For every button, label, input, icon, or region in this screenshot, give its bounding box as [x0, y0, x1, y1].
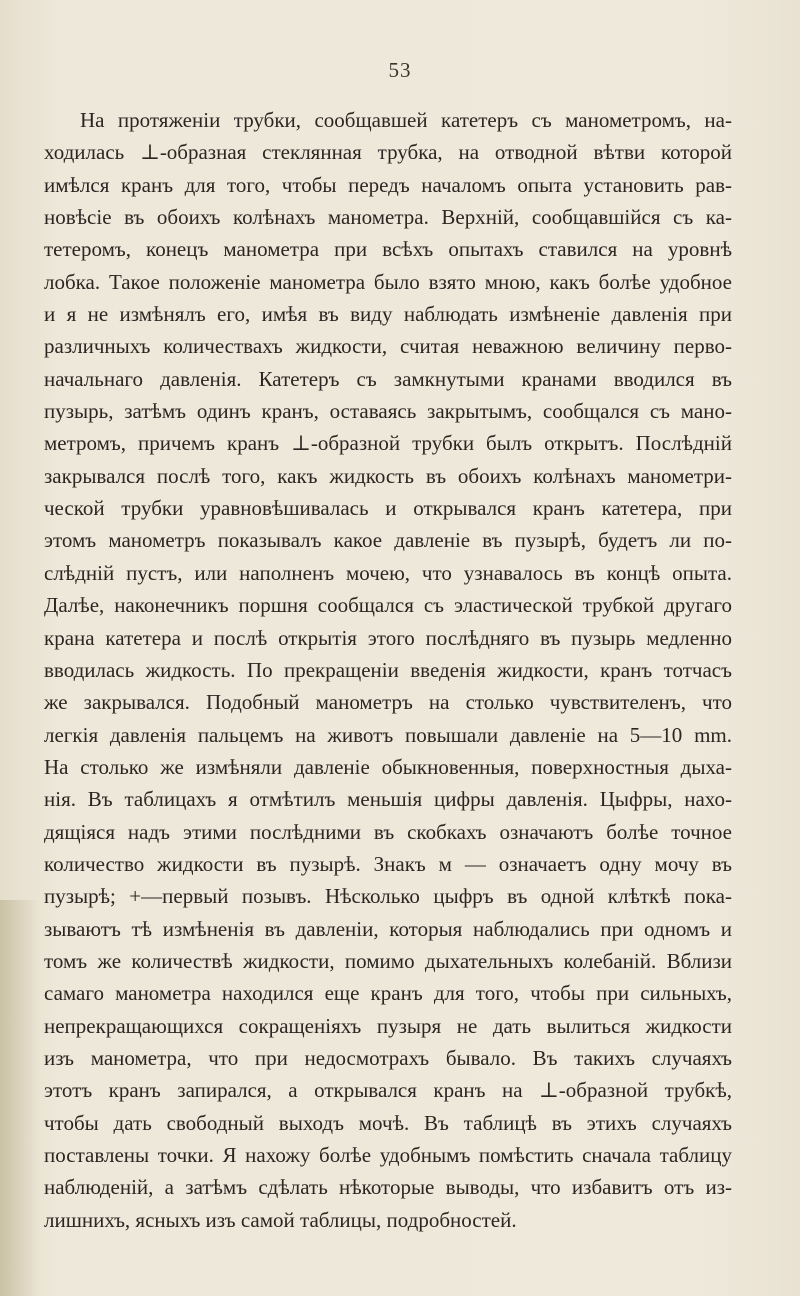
text-line: новѣсіе въ обоихъ колѣнахъ манометра. Верхній, сообщавшійся съ ка- — [44, 205, 732, 230]
text-line: ходилась ⊥-образная стеклянная трубка, на отводной вѣтви которой — [44, 140, 732, 165]
text-line: легкія давленія пальцемъ на животъ повышали давленіе на 5—10 mm. — [44, 722, 732, 747]
text-line: зываютъ тѣ измѣненія въ давленіи, которыя наблюдались при одномъ и — [44, 916, 732, 941]
text-line: непрекращающихся сокращеніяхъ пузыря не дать вылиться жидкости — [44, 1013, 732, 1038]
text-line: лобка. Такое положеніе манометра было взято мною, какъ болѣе удобное — [44, 269, 732, 294]
text-line: пузырѣ; +—первый позывъ. Нѣсколько цыфръ въ одной клѣткѣ пока- — [44, 884, 732, 909]
text-line: количество жидкости въ пузырѣ. Знакъ м — означаетъ одну мочу въ — [44, 851, 732, 876]
text-line: тетеромъ, конецъ манометра при всѣхъ опытахъ ставился на уровнѣ — [44, 237, 732, 262]
text-line: и я не измѣнялъ его, имѣя въ виду наблюдать измѣненіе давленія при — [44, 302, 732, 327]
text-line: На столько же измѣняли давленіе обыкновенныя, поверхностныя дыха- — [44, 754, 732, 779]
text-line: На протяженіи трубки, сообщавшей катетеръ съ манометромъ, на- — [80, 108, 732, 132]
text-line: различныхъ количествахъ жидкости, считая неважною величину перво- — [44, 334, 732, 359]
text-line: изъ манометра, что при недосмотрахъ бывало. Въ такихъ случаяхъ — [44, 1045, 732, 1070]
text-line: слѣдній пустъ, или наполненъ мочею, что узнавалось въ концѣ опыта. — [44, 560, 732, 585]
text-line: чтобы дать свободный выходъ мочѣ. Въ таблицѣ въ этихъ случаяхъ — [44, 1110, 732, 1135]
text-line: же закрывался. Подобный манометръ на столько чувствителенъ, что — [44, 690, 732, 715]
text-line: начальнаго давленія. Катетеръ съ замкнутыми кранами вводился въ — [44, 366, 732, 391]
text-line: дящіяся надъ этими послѣдними въ скобкахъ означаютъ болѣе точное — [44, 819, 732, 844]
page-number: 53 — [388, 58, 412, 82]
text-line: наблюденій, а затѣмъ сдѣлать нѣкоторые выводы, что избавитъ отъ из- — [44, 1175, 732, 1200]
text-line: вводилась жидкость. По прекращеніи введенія жидкости, кранъ тотчасъ — [44, 657, 732, 682]
text-line: Далѣе, наконечникъ поршня сообщался съ эластической трубкой другаго — [44, 593, 732, 618]
text-line: закрывался послѣ того, какъ жидкость въ обоихъ колѣнахъ манометри- — [44, 463, 732, 488]
text-line: пузырь, затѣмъ одинъ кранъ, оставаясь закрытымъ, сообщался съ мано- — [44, 399, 732, 424]
text-line: лишнихъ, ясныхъ изъ самой таблицы, подробностей. — [44, 1207, 517, 1232]
text-line: имѣлся кранъ для того, чтобы передъ началомъ опыта установить рав- — [44, 172, 732, 197]
text-line: этомъ манометръ показывалъ какое давленіе въ пузырѣ, будетъ ли по- — [44, 528, 732, 553]
text-line: крана катетера и послѣ открытія этого послѣдняго въ пузырь медленно — [44, 625, 732, 650]
text-line: ческой трубки уравновѣшивалась и открывался кранъ катетера, при — [44, 496, 732, 521]
page-edge-stain — [0, 900, 40, 1296]
text-line: томъ же количествѣ жидкости, помимо дыхательныхъ колебаній. Вблизи — [44, 948, 732, 973]
text-line: этотъ кранъ запирался, а открывался кранъ на ⊥-образной трубкѣ, — [44, 1078, 732, 1103]
text-line: самаго манометра находился еще кранъ для того, чтобы при сильныхъ, — [44, 981, 732, 1006]
text-line: метромъ, причемъ кранъ ⊥-образной трубки былъ открытъ. Послѣдній — [44, 431, 732, 456]
body-paragraph — [44, 104, 732, 1236]
text-line: нія. Въ таблицахъ я отмѣтилъ меньшія цифры давленія. Цыфры, нахо- — [44, 787, 732, 812]
text-line: поставлены точки. Я нахожу болѣе удобнымъ помѣстить сначала таблицу — [44, 1143, 732, 1167]
